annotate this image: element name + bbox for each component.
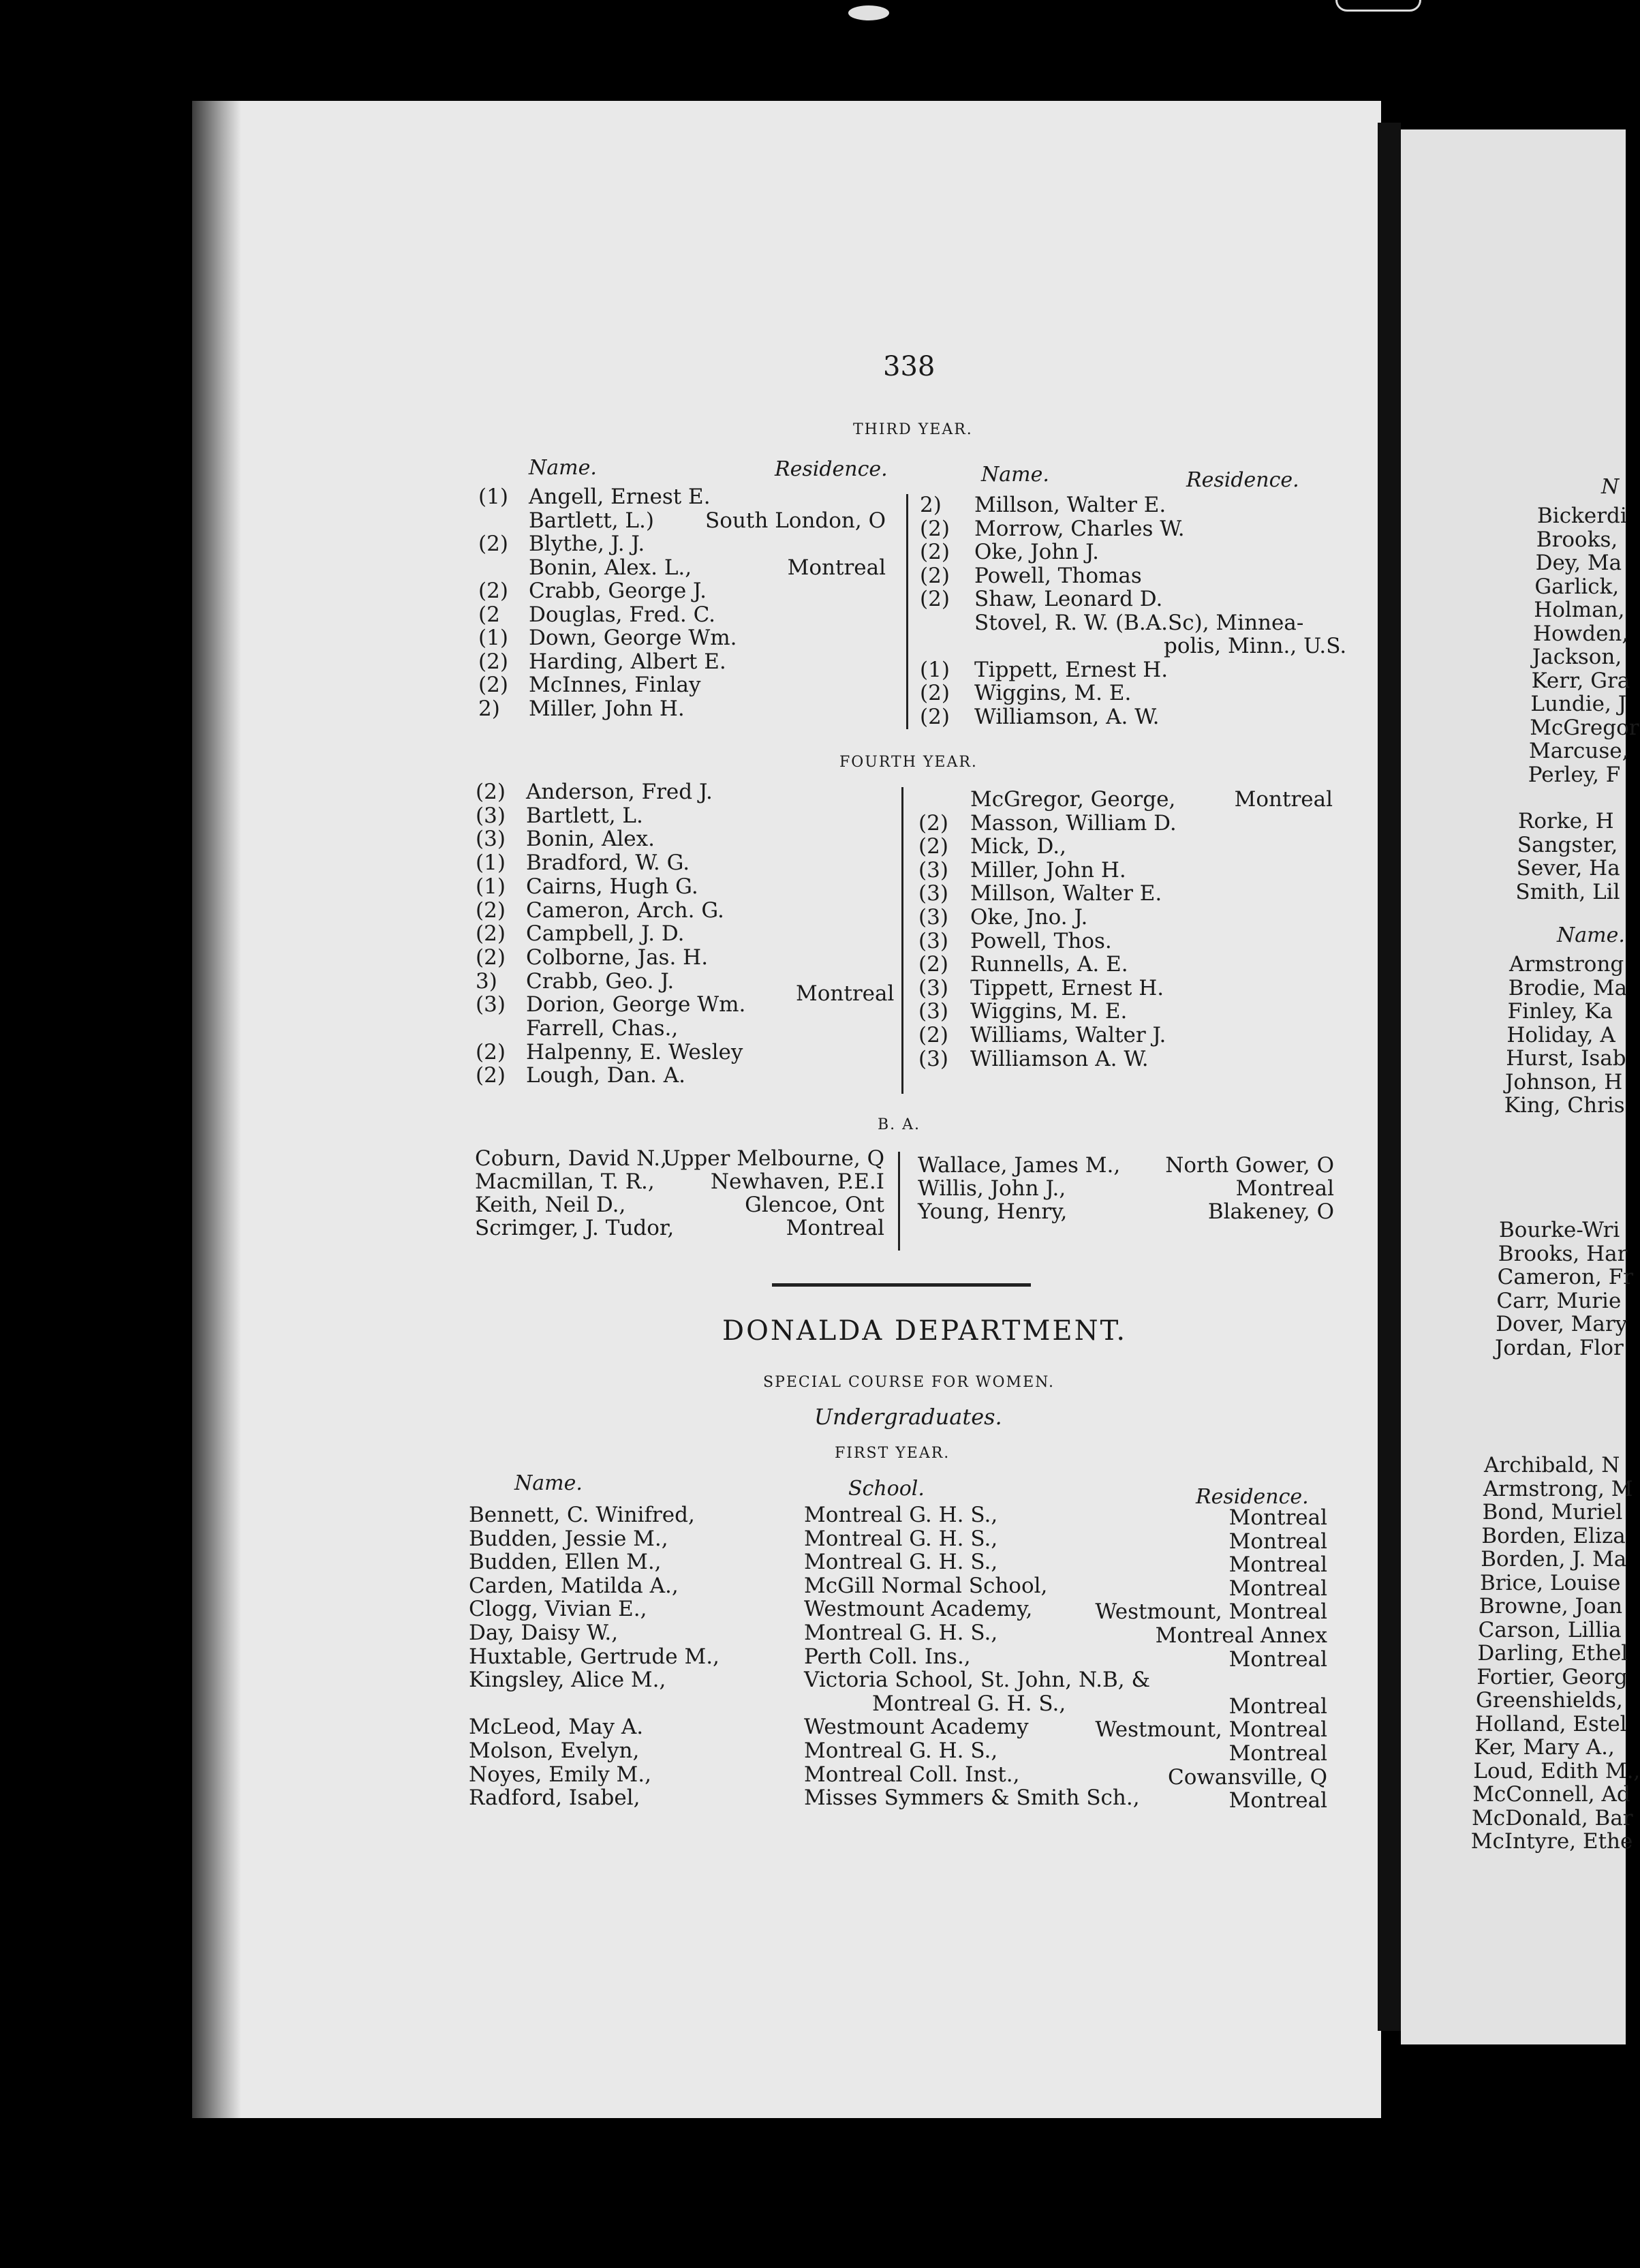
facing-page-name: Jackson,: [1532, 645, 1622, 669]
student-name: Tippett, Ernest H.: [970, 975, 1164, 1000]
student-name: Bonin, Alex. L.,: [529, 555, 692, 580]
school-name: Montreal Coll. Inst.,: [804, 1762, 1020, 1787]
student-name: Down, George Wm.: [529, 626, 737, 650]
graduate-name: Macmillan, T. R.,: [475, 1169, 655, 1194]
facing-page-name: Bickerdi: [1537, 504, 1627, 528]
student-name: Halpenny, E. Wesley: [526, 1039, 743, 1064]
student-name: McLeod, May A.: [469, 1715, 644, 1740]
student-name: Wiggins, M. E.: [970, 999, 1128, 1024]
student-name: Bennett, C. Winifred,: [469, 1503, 695, 1527]
student-name: Farrell, Chas.,: [526, 1016, 679, 1041]
rank-marker: (3): [476, 803, 506, 828]
rank-marker: (2): [478, 649, 508, 674]
student-name: Bartlett, L.): [529, 508, 654, 533]
ba-heading: B. A.: [878, 1116, 921, 1133]
facing-page-name: Perley, F: [1528, 762, 1621, 787]
facing-page-name: Marcuse,: [1529, 739, 1629, 763]
rank-marker: (2): [918, 952, 948, 977]
rank-marker: (2): [920, 563, 950, 588]
student-name: Wiggins, M. E.: [974, 681, 1132, 705]
school-name: Westmount Academy,: [804, 1597, 1033, 1622]
facing-page-name: Darling, Ethel: [1477, 1641, 1628, 1666]
student-name: Crabb, George J.: [529, 579, 707, 603]
facing-page-name: Holman,: [1534, 598, 1625, 622]
student-name: Miller, John H.: [970, 857, 1126, 883]
school-name: McGill Normal School,: [804, 1573, 1048, 1598]
scan-artifact: [848, 5, 889, 20]
student-name: Clogg, Vivian E.,: [469, 1597, 647, 1622]
student-name: Cairns, Hugh G.: [526, 874, 698, 899]
rank-marker: (1): [920, 657, 950, 682]
school-name: Westmount Academy: [804, 1715, 1029, 1740]
rank-marker: (1): [478, 485, 508, 509]
facing-page-name: Dover, Mary: [1496, 1312, 1628, 1336]
student-residence: Montreal: [1228, 1646, 1327, 1672]
undergraduates-heading: Undergraduates.: [814, 1404, 1002, 1430]
facing-page-name: Brodie, Ma: [1508, 975, 1628, 1000]
facing-page-name: Johnson, H: [1505, 1069, 1623, 1094]
graduate-residence: Montreal: [1235, 1176, 1334, 1201]
student-name: Anderson, Fred J.: [526, 780, 713, 804]
donalda-name-header: Name.: [514, 1471, 583, 1495]
graduate-name: Young, Henry,: [918, 1199, 1068, 1224]
student-residence: Montreal Annex: [1155, 1623, 1327, 1648]
student-name: Douglas, Fred. C.: [529, 602, 716, 627]
third-year-left-residence-header: Residence.: [775, 457, 888, 481]
facing-page-header: Name.: [1557, 923, 1625, 947]
rank-marker: (3): [476, 827, 506, 852]
rank-marker: (2: [478, 602, 500, 627]
graduate-name: Keith, Neil D.,: [475, 1193, 626, 1217]
student-name: Noyes, Emily M.,: [469, 1762, 651, 1787]
student-name: Crabb, Geo. J.: [526, 968, 675, 994]
rank-marker: (3): [918, 928, 948, 953]
student-residence: Montreal: [787, 555, 886, 580]
graduate-residence: North Gower, O: [1165, 1153, 1334, 1178]
fourth-year-heading: FOURTH YEAR.: [839, 754, 978, 771]
student-name: Williamson, A. W.: [974, 704, 1160, 729]
facing-page-name: Jordan, Flor: [1495, 1335, 1624, 1360]
student-residence: Montreal: [1228, 1505, 1327, 1530]
facing-page-name: Carson, Lillia: [1478, 1617, 1622, 1642]
facing-page-name: Borden, Eliza: [1481, 1523, 1626, 1548]
rank-marker: 3): [476, 968, 497, 994]
donalda-school-header: School.: [848, 1477, 925, 1501]
rank-marker: (1): [476, 850, 506, 876]
facing-page-name: Fortier, Georg: [1476, 1664, 1628, 1689]
student-name: Runnells, A. E.: [970, 952, 1128, 977]
rank-marker: (2): [478, 532, 508, 556]
rank-marker: (3): [918, 999, 948, 1024]
rank-marker: 2): [478, 696, 500, 721]
student-name: Huxtable, Gertrude M.,: [469, 1644, 720, 1669]
rank-marker: (2): [478, 579, 508, 603]
facing-page-name: Browne, Joan: [1479, 1594, 1623, 1619]
facing-page-name: Garlick,: [1534, 574, 1620, 599]
student-residence: Montreal: [1228, 1694, 1327, 1719]
graduate-name: Wallace, James M.,: [918, 1153, 1121, 1178]
page-number: 338: [883, 351, 935, 382]
rank-marker: (2): [476, 1063, 506, 1088]
student-name: Harding, Albert E.: [529, 649, 726, 674]
student-name: Oke, Jno. J.: [970, 905, 1088, 930]
student-name: Bradford, W. G.: [526, 850, 690, 876]
facing-page-name: Armstrong, M: [1483, 1476, 1633, 1501]
facing-page-name: King, Chris: [1504, 1093, 1625, 1118]
student-name: McInnes, Finlay: [529, 673, 701, 697]
graduate-name: Scrimger, J. Tudor,: [475, 1216, 675, 1240]
school-name: Montreal G. H. S.,: [804, 1550, 998, 1575]
student-name: Stovel, R. W. (B.A.Sc), Minnea-: [974, 610, 1304, 635]
facing-page-name: Dey, Ma: [1535, 551, 1622, 575]
rank-marker: (2): [476, 898, 506, 923]
facing-page-name: Bourke-Wri: [1499, 1218, 1620, 1242]
school-name: Misses Symmers & Smith Sch.,: [804, 1786, 1140, 1811]
facing-page-name: Hurst, Isab: [1506, 1046, 1626, 1071]
rank-marker: (2): [920, 704, 950, 729]
rank-marker: (2): [476, 780, 506, 804]
school-name: Montreal G. H. S.,: [804, 1738, 998, 1763]
student-name: McGregor, George,: [970, 787, 1176, 812]
rank-marker: (1): [478, 626, 508, 650]
student-name: Williams, Walter J.: [970, 1023, 1166, 1047]
third-year-left-name-header: Name.: [529, 456, 597, 480]
student-residence: Montreal: [1234, 787, 1333, 812]
page-edge-shadow: [192, 101, 241, 2118]
rank-marker: (2): [920, 587, 950, 611]
school-name: Montreal G. H. S.,: [872, 1691, 1066, 1716]
facing-page-name: Rorke, H: [1518, 809, 1614, 833]
rank-marker: (3): [918, 881, 948, 906]
facing-page-name: Bond, Muriel: [1482, 1500, 1623, 1524]
rank-marker: (2): [920, 540, 950, 564]
student-residence: Cowansville, Q: [1168, 1764, 1327, 1790]
ba-column-divider: [898, 1152, 900, 1251]
third-year-right-name-header: Name.: [981, 463, 1049, 487]
graduate-residence: Blakeney, O: [1207, 1199, 1334, 1224]
rank-marker: (3): [918, 857, 948, 883]
student-residence: Westmount, Montreal: [1095, 1599, 1327, 1625]
scan-artifact: [1335, 0, 1421, 12]
graduate-name: Coburn, David N.,: [475, 1146, 667, 1171]
facing-page-name: Smith, Lil: [1515, 879, 1620, 904]
student-name: Oke, John J.: [974, 540, 1100, 564]
facing-page-name: Loud, Edith M.,: [1473, 1758, 1640, 1783]
student-name: Blythe, J. J.: [529, 532, 645, 556]
student-name: Masson, William D.: [970, 810, 1177, 836]
student-residence: Montreal: [1228, 1576, 1327, 1601]
student-name: Molson, Evelyn,: [469, 1738, 640, 1763]
student-residence: Montreal: [1228, 1529, 1327, 1554]
student-name: Bartlett, L.: [526, 803, 643, 828]
rank-marker: (2): [918, 1023, 948, 1047]
student-name: Budden, Ellen M.,: [469, 1550, 662, 1575]
facing-page-name: Ker, Mary A.,: [1474, 1735, 1615, 1760]
facing-page-name: Holiday, A: [1506, 1022, 1615, 1047]
third-year-column-divider: [906, 494, 908, 729]
facing-page-name: Sever, Ha: [1516, 856, 1620, 880]
facing-page-name: Sangster,: [1517, 832, 1618, 857]
student-residence: Westmount, Montreal: [1095, 1717, 1327, 1743]
facing-page-name: Borden, J. Ma: [1481, 1547, 1627, 1572]
facing-page-name: Cameron, Fr: [1497, 1265, 1634, 1289]
facing-page-name: McConnell, Ad: [1472, 1782, 1630, 1807]
student-name: Millson, Walter E.: [974, 493, 1166, 517]
facing-page-name: Brooks,: [1536, 527, 1618, 552]
rank-marker: (2): [476, 945, 506, 970]
graduate-residence: Newhaven, P.E.I: [710, 1169, 884, 1194]
rank-marker: (2): [476, 1039, 506, 1064]
rank-marker: (2): [920, 681, 950, 705]
student-residence: Montreal: [1228, 1788, 1327, 1813]
facing-page-name: McIntyre, Ethe: [1470, 1829, 1633, 1854]
book-gutter: [1378, 123, 1401, 2031]
graduate-residence: Glencoe, Ont: [745, 1193, 884, 1217]
third-year-heading: THIRD YEAR.: [853, 421, 973, 438]
facing-page-name: Howden,: [1533, 621, 1629, 646]
student-name: Budden, Jessie M.,: [469, 1526, 668, 1551]
facing-page-header: N: [1601, 475, 1620, 499]
facing-page-name: McGregor: [1530, 715, 1639, 740]
student-name: Shaw, Leonard D.: [974, 587, 1163, 611]
rank-marker: (2): [478, 673, 508, 697]
graduate-name: Willis, John J.,: [918, 1176, 1066, 1201]
book-page: [192, 101, 1381, 2118]
rank-marker: (2): [476, 921, 506, 947]
student-name: Angell, Ernest E.: [529, 485, 711, 509]
school-name: Montreal G. H. S.,: [804, 1526, 998, 1551]
school-name: Montreal G. H. S.,: [804, 1621, 998, 1645]
student-name: Powell, Thomas: [974, 563, 1142, 588]
facing-page-name: Holland, Estel: [1474, 1711, 1627, 1736]
first-year-heading: FIRST YEAR.: [835, 1445, 950, 1462]
fourth-year-left-residence: Montreal: [796, 981, 895, 1006]
facing-page-name: Greenshields,: [1476, 1688, 1623, 1713]
rank-marker: (3): [918, 975, 948, 1000]
facing-page-name: Carr, Murie: [1496, 1288, 1622, 1313]
section-rule: [772, 1283, 1031, 1287]
student-name: Bonin, Alex.: [526, 827, 655, 852]
school-name: Victoria School, St. John, N.B, &: [804, 1668, 1151, 1693]
rank-marker: (3): [918, 905, 948, 930]
facing-page-name: McDonald, Bar: [1472, 1805, 1633, 1830]
rank-marker: (2): [918, 810, 948, 836]
facing-page-name: Armstrong: [1509, 952, 1624, 977]
student-name: Powell, Thos.: [970, 928, 1112, 953]
student-residence: South London, O: [705, 508, 886, 533]
donalda-title: DONALDA DEPARTMENT.: [722, 1315, 1128, 1347]
facing-page-name: Kerr, Gra: [1531, 668, 1630, 693]
student-name: Radford, Isabel,: [469, 1786, 640, 1811]
facing-page-name: Brooks, Har: [1498, 1241, 1628, 1266]
facing-page-name: Finley, Ka: [1507, 999, 1613, 1024]
student-residence: Montreal: [1228, 1552, 1327, 1578]
rank-marker: (3): [476, 992, 506, 1017]
graduate-residence: Montreal: [786, 1216, 884, 1240]
student-name: Lough, Dan. A.: [526, 1063, 685, 1088]
student-name: Colborne, Jas. H.: [526, 945, 709, 970]
rank-marker: (2): [920, 516, 950, 541]
facing-page-name: Brice, Louise: [1480, 1570, 1621, 1595]
student-residence: Montreal: [1228, 1741, 1327, 1766]
school-name: Montreal G. H. S.,: [804, 1503, 998, 1527]
student-name: Campbell, J. D.: [526, 921, 685, 947]
rank-marker: (1): [476, 874, 506, 899]
fourth-year-column-divider: [901, 787, 903, 1094]
donalda-residence-header: Residence.: [1196, 1485, 1309, 1509]
student-name: Cameron, Arch. G.: [526, 898, 724, 923]
student-name: Millson, Walter E.: [970, 881, 1162, 906]
donalda-subtitle: SPECIAL COURSE FOR WOMEN.: [763, 1374, 1055, 1391]
rank-marker: (2): [918, 834, 948, 859]
rank-marker: 2): [920, 493, 942, 517]
student-name: Miller, John H.: [529, 696, 685, 721]
third-year-right-residence-header: Residence.: [1186, 468, 1299, 492]
student-name: Tippett, Ernest H.: [974, 657, 1169, 682]
student-name: Mick, D.,: [970, 834, 1066, 859]
student-name: Day, Daisy W.,: [469, 1621, 619, 1645]
school-name: Perth Coll. Ins.,: [804, 1644, 971, 1669]
facing-page-name: Lundie, J: [1530, 692, 1627, 716]
rank-marker: (3): [918, 1046, 948, 1071]
student-name: Carden, Matilda A.,: [469, 1573, 679, 1598]
student-name: Morrow, Charles W.: [974, 516, 1185, 541]
facing-page-name: Archibald, N: [1484, 1453, 1620, 1477]
student-name: Dorion, George Wm.: [526, 992, 746, 1017]
student-name: polis, Minn., U.S.: [1164, 634, 1347, 658]
graduate-residence: Upper Melbourne, Q: [662, 1146, 884, 1171]
student-name: Kingsley, Alice M.,: [469, 1668, 666, 1693]
student-name: Williamson A. W.: [970, 1046, 1149, 1071]
